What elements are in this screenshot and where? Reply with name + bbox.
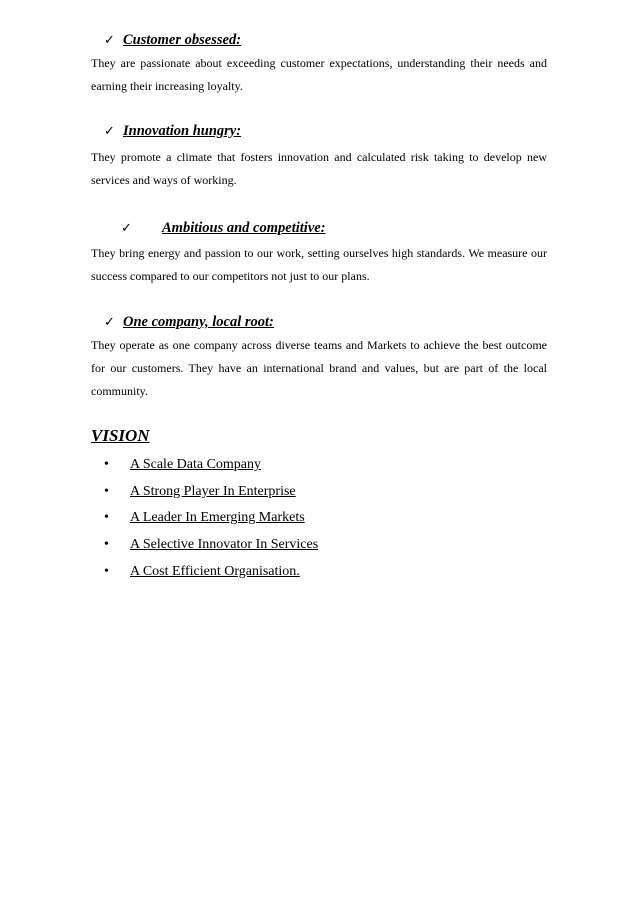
- bullet-icon: •: [104, 510, 109, 526]
- vision-item-text: A Strong Player In Enterprise: [130, 483, 296, 499]
- bullet-icon: •: [104, 537, 109, 553]
- checkmark-icon: ✓: [104, 314, 115, 329]
- list-item: [104, 561, 318, 588]
- checkmark-icon: ✓: [104, 32, 115, 47]
- bullet-icon: •: [104, 457, 109, 472]
- value-heading-customer-obsessed: Customer obsessed:: [123, 32, 242, 48]
- vision-item-text: A Scale Data Company: [130, 457, 262, 472]
- value-heading-ambitious-and-competitive: Ambitious and competitive:: [162, 220, 326, 236]
- value-heading-one-company-local-root: One company, local root:: [123, 314, 274, 330]
- list-item: [104, 534, 318, 561]
- value-description-ambitious-and-competitive: They bring energy and passion to our work, setting ourselves high standards. We measure our success compared to our competitors not just to our plans.: [91, 246, 547, 283]
- bullet-icon: •: [104, 563, 109, 579]
- checkmark-icon: ✓: [104, 123, 115, 138]
- value-heading-innovation-hungry: Innovation hungry:: [123, 123, 242, 139]
- checkmark-icon: ✓: [121, 220, 132, 235]
- bullet-icon: •: [104, 483, 109, 499]
- list-item: [104, 454, 318, 481]
- vision-item-text: A Cost Efficient Organisation.: [130, 563, 300, 579]
- list-item: [104, 507, 318, 534]
- vision-list: [104, 454, 318, 587]
- value-description-one-company-local-root: They operate as one company across diverse teams and Markets to achieve the best outcome for our customers. They have an international brand and values, but are part of the local community.: [91, 338, 547, 398]
- list-item: [104, 481, 318, 508]
- vision-title: VISION: [91, 426, 150, 445]
- value-description-innovation-hungry: They promote a climate that fosters innovation and calculated risk taking to develop new services and ways of working.: [91, 150, 547, 187]
- vision-item-text: A Selective Innovator In Services: [130, 537, 319, 553]
- value-description-customer-obsessed: They are passionate about exceeding customer expectations, understanding their needs and earning their increasing loyalty.: [91, 56, 547, 93]
- vision-item-text: A Leader In Emerging Markets: [130, 510, 305, 526]
